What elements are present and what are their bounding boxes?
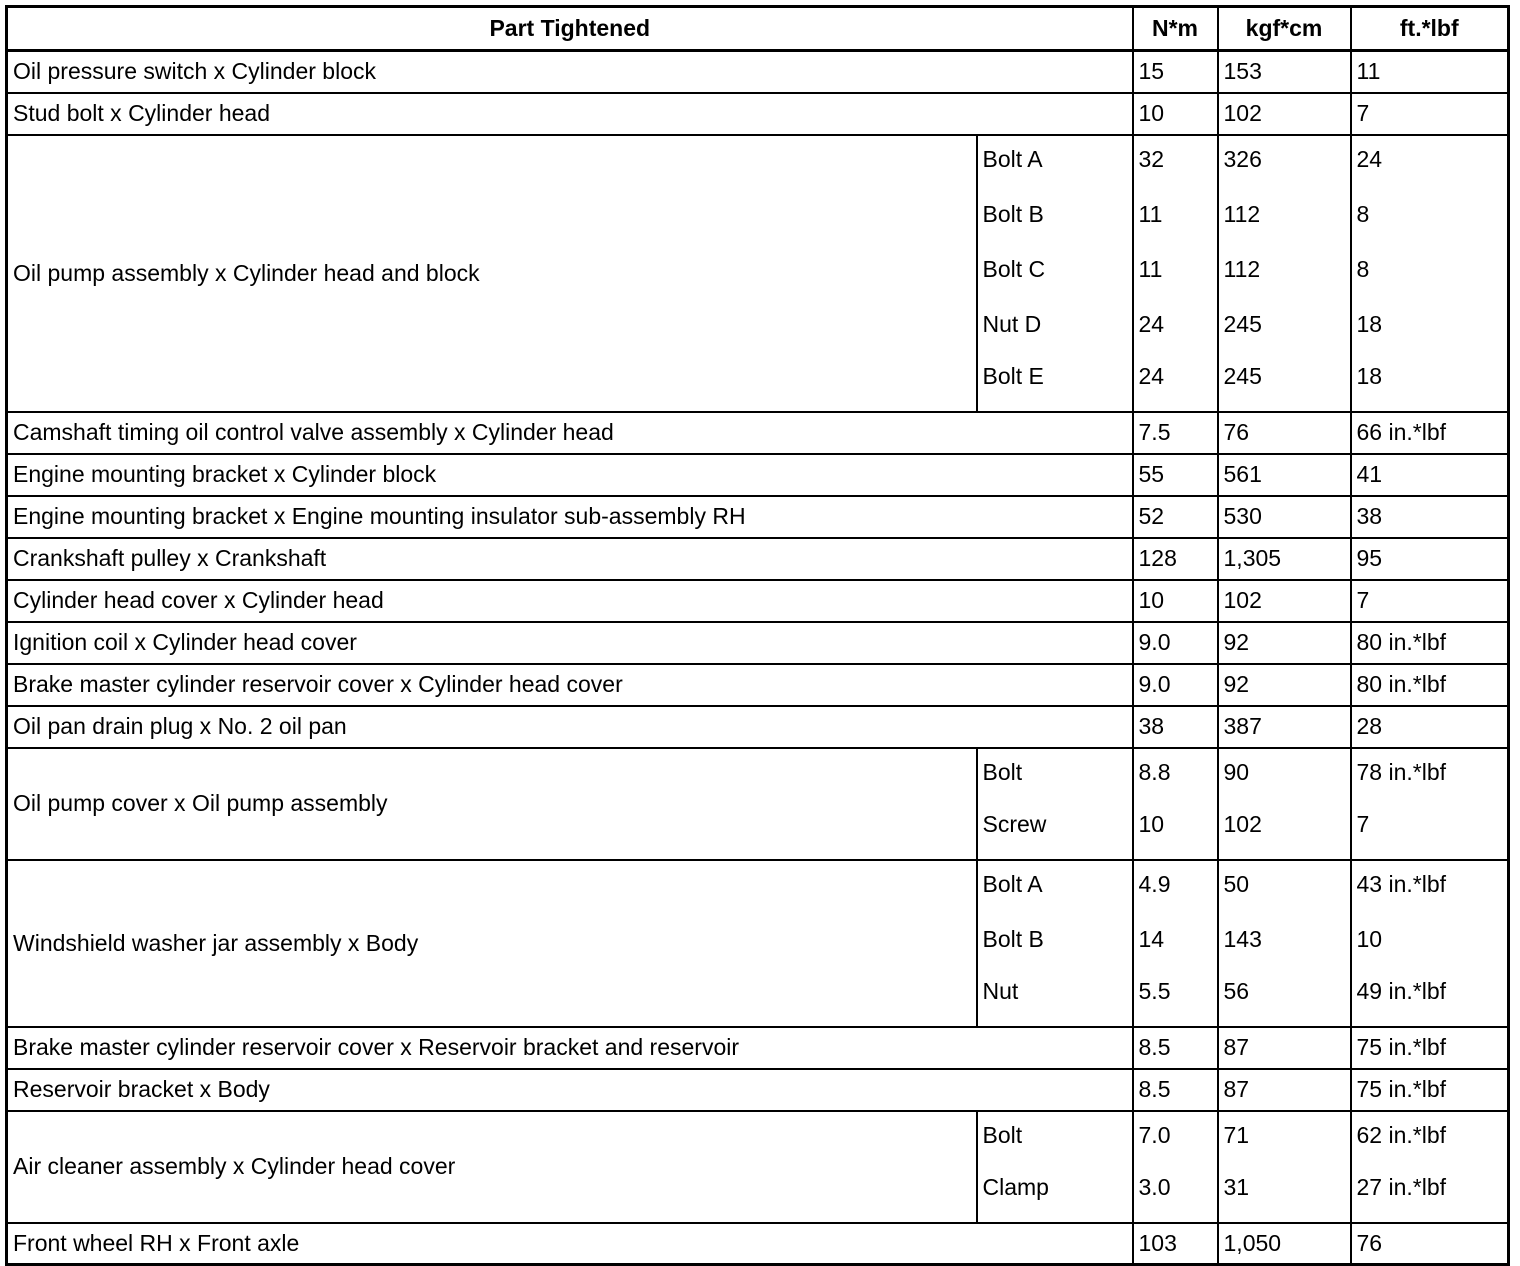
nm-value: 3.0 xyxy=(1138,1173,1171,1200)
header-nm: N*m xyxy=(1133,7,1218,51)
kgfcm-value: 143 xyxy=(1223,925,1262,952)
ftlbf-cell: 66 in.*lbf xyxy=(1351,412,1509,454)
kgfcm-value: 102 xyxy=(1223,810,1262,837)
sub-part-label: Nut xyxy=(982,977,1019,1004)
table-row xyxy=(7,1111,1509,1223)
sub-part-label: Bolt xyxy=(982,1121,1023,1148)
table-row xyxy=(7,51,1509,93)
nm-value: 14 xyxy=(1138,925,1165,952)
table-row xyxy=(7,538,1509,580)
kgfcm-cell xyxy=(1218,860,1351,1027)
nm-cell xyxy=(1133,135,1218,412)
part-name-cell: Oil pressure switch x Cylinder block xyxy=(7,51,1133,93)
kgfcm-cell: 561 xyxy=(1218,454,1351,496)
ftlbf-cell: 7 xyxy=(1351,93,1509,135)
sub-part-label: Bolt E xyxy=(982,362,1044,389)
header-row xyxy=(7,7,1509,51)
ftlbf-cell: 11 xyxy=(1351,51,1509,93)
nm-cell: 9.0 xyxy=(1133,664,1218,706)
kgfcm-cell: 102 xyxy=(1218,580,1351,622)
nm-cell: 38 xyxy=(1133,706,1218,748)
nm-value: 10 xyxy=(1138,810,1165,837)
ftlbf-value: 18 xyxy=(1356,310,1383,337)
nm-value: 11 xyxy=(1138,255,1163,282)
nm-value: 5.5 xyxy=(1138,977,1171,1004)
ftlbf-cell: 41 xyxy=(1351,454,1509,496)
sub-part-label: Nut D xyxy=(982,310,1042,337)
ftlbf-cell: 80 in.*lbf xyxy=(1351,664,1509,706)
torque-specification-table xyxy=(5,5,1510,1266)
ftlbf-cell: 80 in.*lbf xyxy=(1351,622,1509,664)
table-row xyxy=(7,860,1509,1027)
table-row xyxy=(7,664,1509,706)
header-kgfcm: kgf*cm xyxy=(1218,7,1351,51)
table-row xyxy=(7,496,1509,538)
kgfcm-cell: 87 xyxy=(1218,1069,1351,1111)
kgfcm-cell: 76 xyxy=(1218,412,1351,454)
nm-value: 24 xyxy=(1138,362,1165,389)
kgfcm-cell: 530 xyxy=(1218,496,1351,538)
nm-value: 32 xyxy=(1138,145,1165,172)
ftlbf-value: 27 in.*lbf xyxy=(1356,1173,1447,1200)
table-body xyxy=(7,51,1509,1265)
part-name-cell: Front wheel RH x Front axle xyxy=(7,1223,1133,1265)
part-name-cell: Air cleaner assembly x Cylinder head cover xyxy=(7,1111,977,1223)
ftlbf-value: 62 in.*lbf xyxy=(1356,1121,1447,1148)
part-name-cell: Engine mounting bracket x Engine mounting insulator sub-assembly RH xyxy=(7,496,1133,538)
table-row xyxy=(7,454,1509,496)
header-part-tightened: Part Tightened xyxy=(7,7,1133,51)
part-name-cell: Camshaft timing oil control valve assembly x Cylinder head xyxy=(7,412,1133,454)
kgfcm-value: 31 xyxy=(1223,1173,1250,1200)
ftlbf-value: 18 xyxy=(1356,362,1383,389)
nm-cell xyxy=(1133,860,1218,1027)
kgfcm-value: 56 xyxy=(1223,977,1250,1004)
header-ftlbf: ft.*lbf xyxy=(1351,7,1509,51)
nm-cell: 9.0 xyxy=(1133,622,1218,664)
nm-cell xyxy=(1133,748,1218,860)
kgfcm-value: 112 xyxy=(1223,200,1261,227)
ftlbf-value: 24 xyxy=(1356,145,1383,172)
ftlbf-cell xyxy=(1351,860,1509,1027)
table-row xyxy=(7,1069,1509,1111)
ftlbf-cell: 76 xyxy=(1351,1223,1509,1265)
ftlbf-cell: 75 in.*lbf xyxy=(1351,1069,1509,1111)
nm-cell: 55 xyxy=(1133,454,1218,496)
kgfcm-cell: 92 xyxy=(1218,622,1351,664)
sub-part-cell xyxy=(977,135,1133,412)
kgfcm-cell: 1,050 xyxy=(1218,1223,1351,1265)
ftlbf-cell: 38 xyxy=(1351,496,1509,538)
part-name-cell: Crankshaft pulley x Crankshaft xyxy=(7,538,1133,580)
kgfcm-cell: 387 xyxy=(1218,706,1351,748)
ftlbf-cell: 95 xyxy=(1351,538,1509,580)
sub-part-label: Bolt B xyxy=(982,925,1044,952)
sub-part-cell xyxy=(977,1111,1133,1223)
nm-value: 8.8 xyxy=(1138,758,1171,785)
part-name-cell: Cylinder head cover x Cylinder head xyxy=(7,580,1133,622)
table-row xyxy=(7,706,1509,748)
table-row xyxy=(7,412,1509,454)
nm-cell: 8.5 xyxy=(1133,1069,1218,1111)
sub-part-label: Bolt B xyxy=(982,200,1044,227)
part-name-cell: Reservoir bracket x Body xyxy=(7,1069,1133,1111)
part-name-cell: Brake master cylinder reservoir cover x Reservoir bracket and reservoir xyxy=(7,1027,1133,1069)
ftlbf-cell xyxy=(1351,748,1509,860)
kgfcm-cell: 92 xyxy=(1218,664,1351,706)
ftlbf-value: 8 xyxy=(1356,255,1370,282)
table-row xyxy=(7,580,1509,622)
part-name-cell: Oil pump cover x Oil pump assembly xyxy=(7,748,977,860)
ftlbf-cell xyxy=(1351,135,1509,412)
kgfcm-value: 245 xyxy=(1223,362,1262,389)
part-name-cell: Oil pump assembly x Cylinder head and block xyxy=(7,135,977,412)
kgfcm-value: 71 xyxy=(1223,1121,1250,1148)
ftlbf-cell: 75 in.*lbf xyxy=(1351,1027,1509,1069)
table-row xyxy=(7,1223,1509,1265)
ftlbf-value: 78 in.*lbf xyxy=(1356,758,1447,785)
nm-cell: 15 xyxy=(1133,51,1218,93)
nm-value: 24 xyxy=(1138,310,1165,337)
ftlbf-value: 10 xyxy=(1356,925,1383,952)
kgfcm-value: 90 xyxy=(1223,758,1250,785)
table-row xyxy=(7,1027,1509,1069)
kgfcm-value: 326 xyxy=(1223,145,1262,172)
sub-part-label: Bolt A xyxy=(982,145,1043,172)
sub-part-label: Bolt A xyxy=(982,870,1043,897)
table-row xyxy=(7,748,1509,860)
sub-part-label: Clamp xyxy=(982,1173,1049,1200)
kgfcm-cell: 153 xyxy=(1218,51,1351,93)
part-name-cell: Engine mounting bracket x Cylinder block xyxy=(7,454,1133,496)
sub-part-label: Screw xyxy=(982,810,1047,837)
ftlbf-value: 8 xyxy=(1356,200,1370,227)
nm-value: 4.9 xyxy=(1138,870,1171,897)
sub-part-label: Bolt C xyxy=(982,255,1046,282)
ftlbf-cell: 7 xyxy=(1351,580,1509,622)
sub-part-cell xyxy=(977,748,1133,860)
nm-cell: 10 xyxy=(1133,93,1218,135)
part-name-cell: Stud bolt x Cylinder head xyxy=(7,93,1133,135)
nm-cell: 128 xyxy=(1133,538,1218,580)
ftlbf-value: 7 xyxy=(1356,810,1370,837)
kgfcm-cell: 1,305 xyxy=(1218,538,1351,580)
kgfcm-cell xyxy=(1218,748,1351,860)
ftlbf-cell xyxy=(1351,1111,1509,1223)
kgfcm-cell: 102 xyxy=(1218,93,1351,135)
nm-value: 11 xyxy=(1138,200,1163,227)
part-name-cell: Oil pan drain plug x No. 2 oil pan xyxy=(7,706,1133,748)
kgfcm-cell: 87 xyxy=(1218,1027,1351,1069)
nm-value: 7.0 xyxy=(1138,1121,1171,1148)
kgfcm-value: 245 xyxy=(1223,310,1262,337)
ftlbf-value: 43 in.*lbf xyxy=(1356,870,1447,897)
ftlbf-cell: 28 xyxy=(1351,706,1509,748)
nm-cell xyxy=(1133,1111,1218,1223)
nm-cell: 52 xyxy=(1133,496,1218,538)
part-name-cell: Ignition coil x Cylinder head cover xyxy=(7,622,1133,664)
ftlbf-value: 49 in.*lbf xyxy=(1356,977,1447,1004)
kgfcm-value: 112 xyxy=(1223,255,1261,282)
part-name-cell: Brake master cylinder reservoir cover x Cylinder head cover xyxy=(7,664,1133,706)
sub-part-cell xyxy=(977,860,1133,1027)
nm-cell: 7.5 xyxy=(1133,412,1218,454)
kgfcm-cell xyxy=(1218,135,1351,412)
nm-cell: 10 xyxy=(1133,580,1218,622)
table-row xyxy=(7,622,1509,664)
kgfcm-cell xyxy=(1218,1111,1351,1223)
nm-cell: 8.5 xyxy=(1133,1027,1218,1069)
kgfcm-value: 50 xyxy=(1223,870,1250,897)
table-row xyxy=(7,93,1509,135)
sub-part-label: Bolt xyxy=(982,758,1023,785)
nm-cell: 103 xyxy=(1133,1223,1218,1265)
part-name-cell: Windshield washer jar assembly x Body xyxy=(7,860,977,1027)
table-row xyxy=(7,135,1509,412)
